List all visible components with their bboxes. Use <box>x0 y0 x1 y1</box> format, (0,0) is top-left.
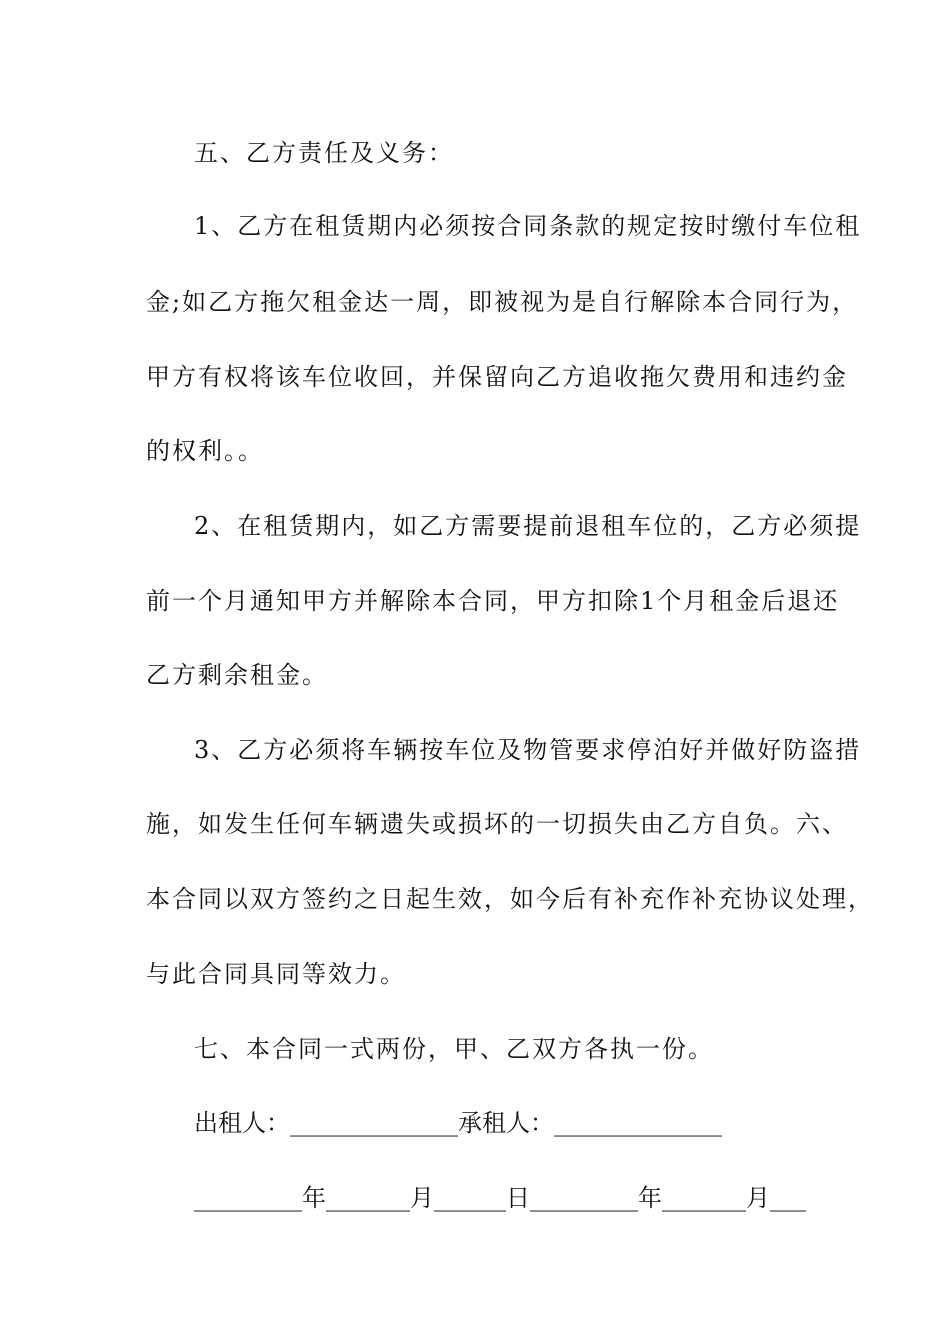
date-line: _________年_______月______日_________年_______月___ <box>194 1184 806 1212</box>
paragraph-line: 乙方剩余租金。 <box>146 661 328 689</box>
section-heading-5: 五、乙方责任及义务： <box>194 139 454 167</box>
paragraph-line: 的权利。。 <box>146 437 264 465</box>
paragraph-line: 3、乙方必须将车辆按车位及物管要求停泊好并做好防盗措 <box>194 736 862 764</box>
paragraph-line: 施，如发生任何车辆遗失或损坏的一切损失由乙方自负。六、 <box>146 810 848 838</box>
section-heading-7: 七、本合同一式两份，甲、乙双方各执一份。 <box>194 1035 714 1063</box>
paragraph-line: 金;如乙方拖欠租金达一周，即被视为是自行解除本合同行为， <box>146 288 859 316</box>
paragraph-line: 2、在租赁期内，如乙方需要提前退租车位的，乙方必须提 <box>194 512 862 540</box>
paragraph-line: 甲方有权将该车位收回，并保留向乙方追收拖欠费用和违约金 <box>146 363 848 391</box>
signature-line: 出租人：______________承租人：______________ <box>194 1109 722 1137</box>
paragraph-line: 1、乙方在租赁期内必须按合同条款的规定按时缴付车位租 <box>194 212 862 240</box>
paragraph-line: 前一个月通知甲方并解除本合同，甲方扣除1个月租金后退还 <box>146 587 840 615</box>
paragraph-line: 与此合同具同等效力。 <box>146 960 406 988</box>
paragraph-line: 本合同以双方签约之日起生效，如今后有补充作补充协议处理， <box>146 885 874 913</box>
